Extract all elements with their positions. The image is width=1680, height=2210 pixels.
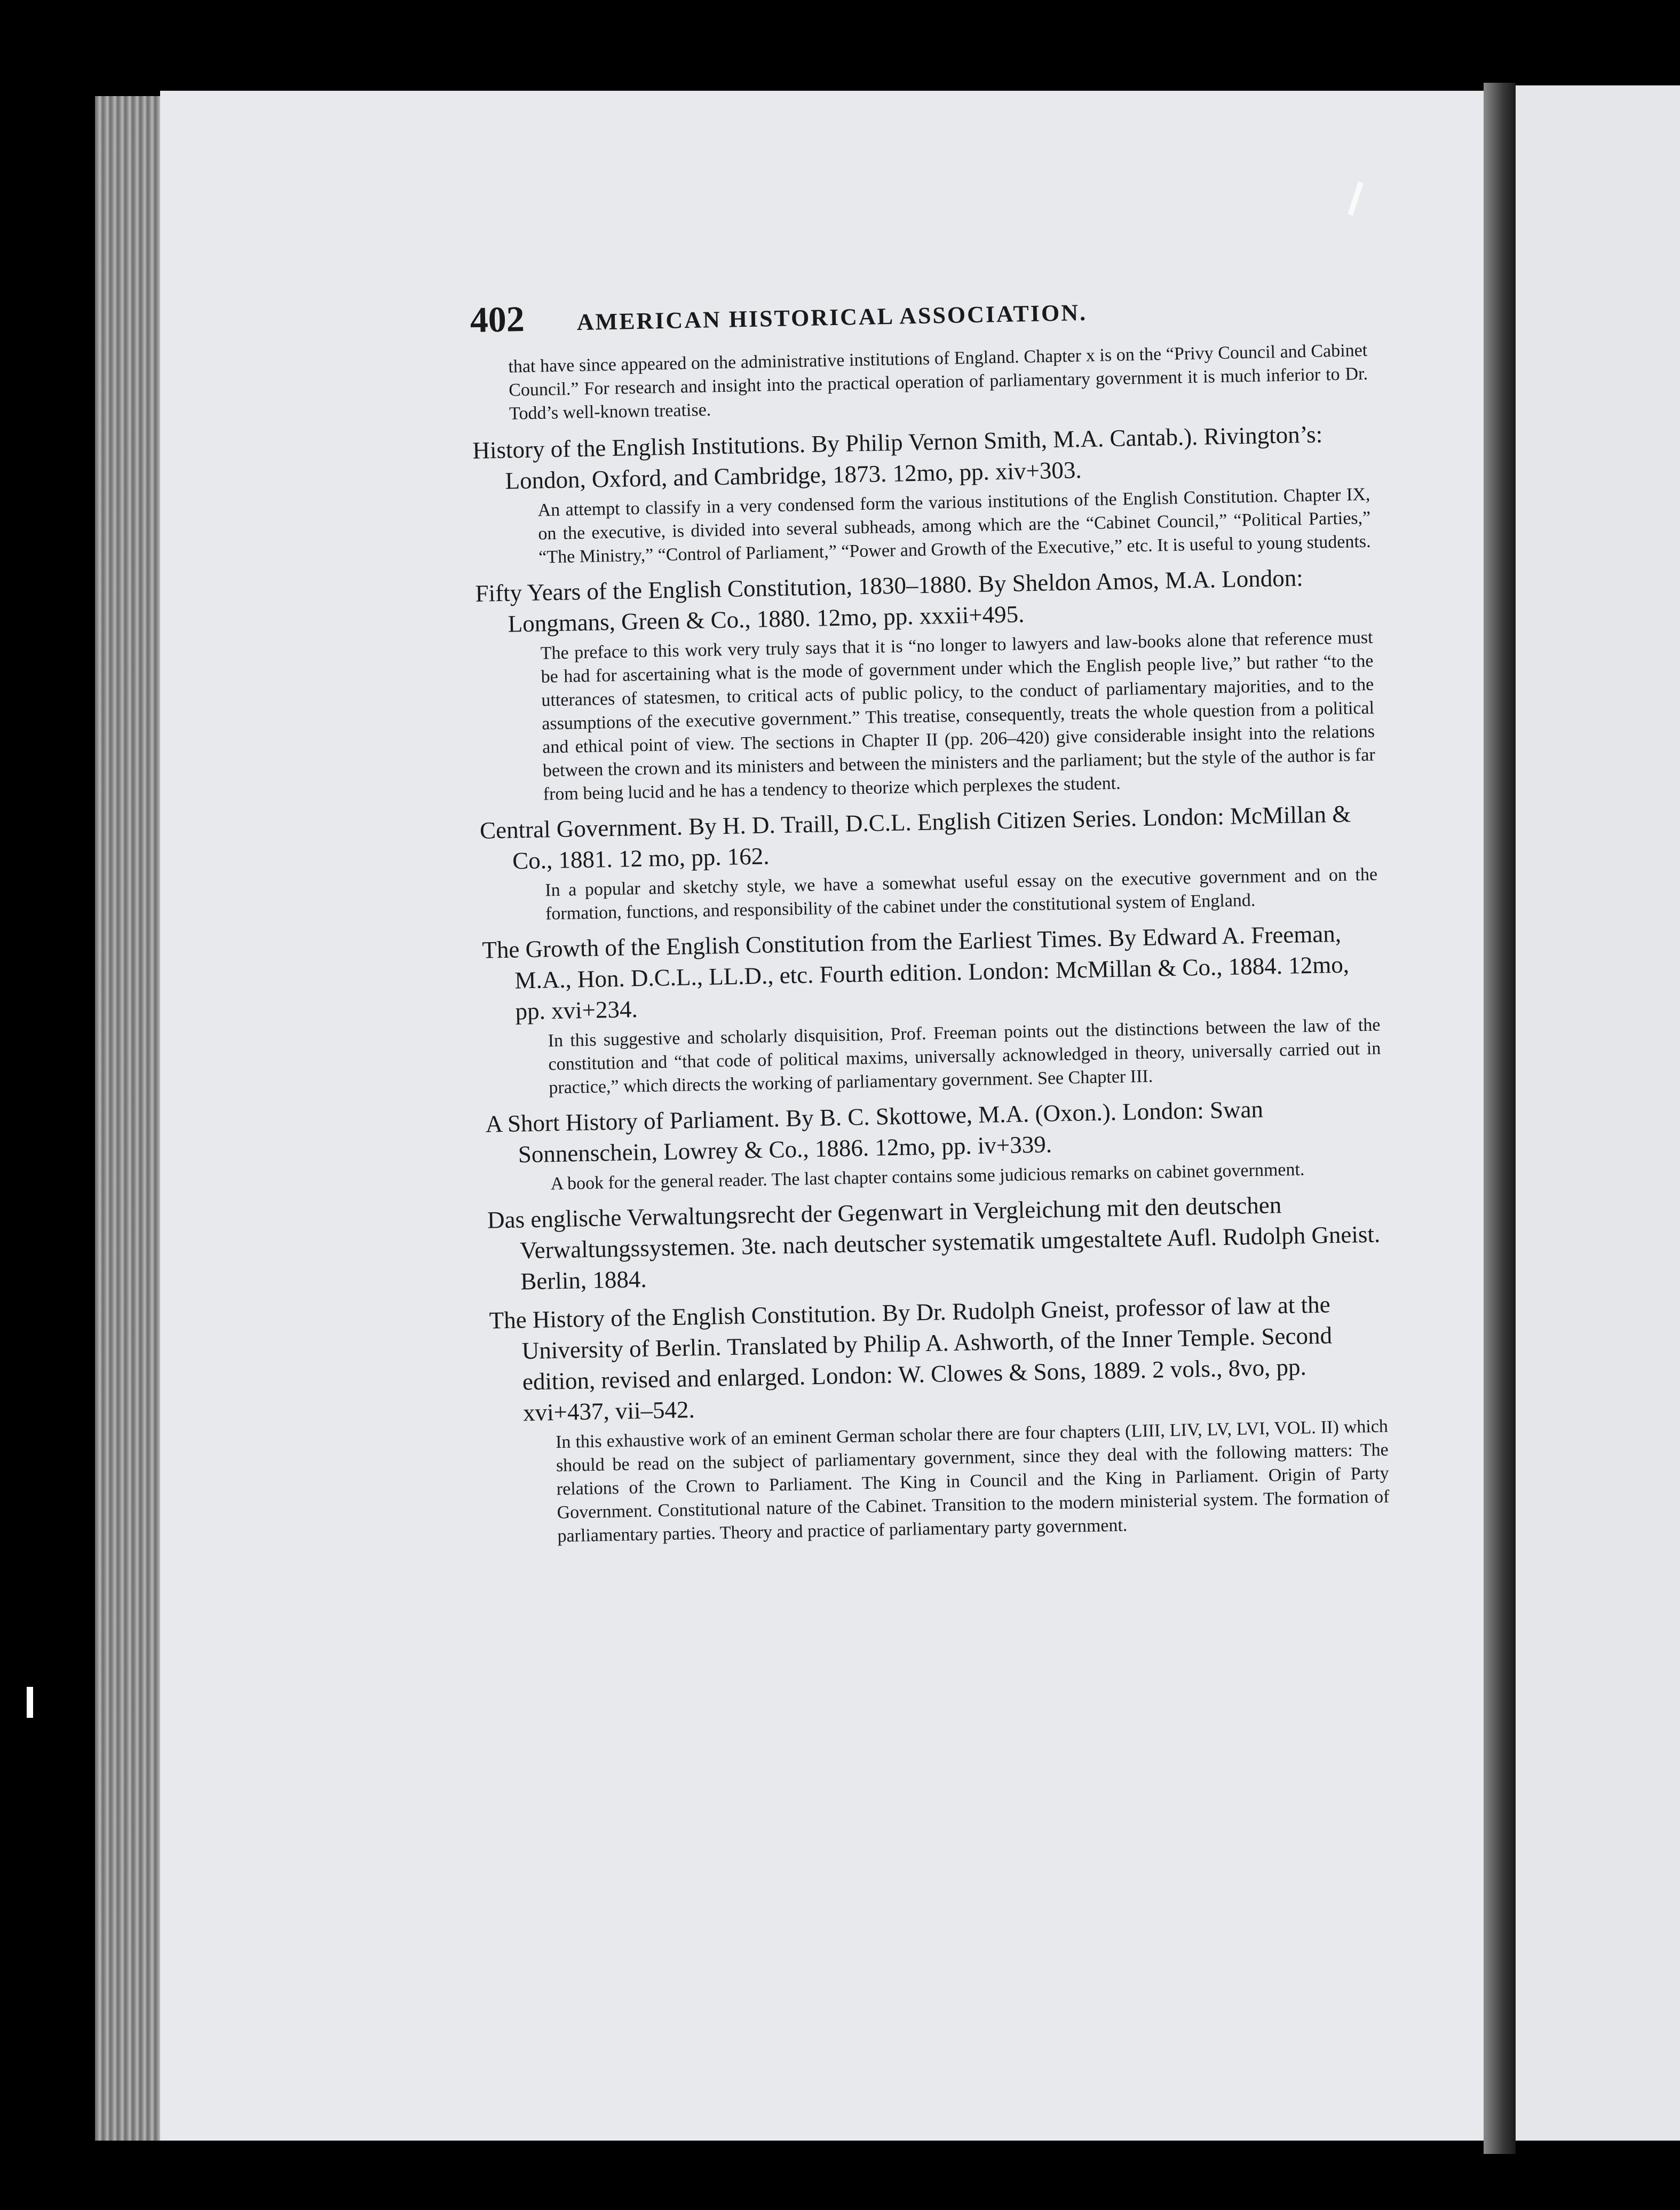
- entry-citation: Central Government. By H. D. Traill, D.C.L. English Citizen Series. London: McMillan & Co., 1881. 12 mo, pp. 162.: [479, 800, 1351, 874]
- entry-citation: The Growth of the English Constitution from the Earliest Times. By Edward A. Freeman, M.A., Hon. D.C.L., LL.D., etc. Fourth edition. London: McMillan & Co., 1884. 12mo, pp. xvi+234.: [481, 920, 1350, 1025]
- running-head-title: AMERICAN HISTORICAL ASSOCIATION.: [576, 299, 1088, 336]
- bibliography-entry: [485, 1091, 1383, 1197]
- entry-annotation: An attempt to classify in a very condensed form the various institutions of the English Constitution. Chapter IX, on the executive, is divided into several subheads, among which are the “Cabinet Council,” “Political Parties,” “The Ministry,” “Control of Parliament,” “Power and Growth of the Executive,” etc. It is useful to young students.: [537, 484, 1371, 567]
- page-number: 402: [470, 298, 525, 340]
- entry-annotation: In this exhaustive work of an eminent German scholar there are four chapters (LIII, LIV, LV, LVI, VOL. II) which should be read on the subject of parliamentary government, since they deal with the following matters: The relations of the Crown to Parliament. The King in Council and the King in Parliament. Origin of Party Government. Constitutional nature of the Cabinet. Transition to the modern ministerial system. The formation of parliamentary parties. Theory and practice of parliamentary party government.: [555, 1416, 1390, 1546]
- entry-citation: The History of the English Constitution. By Dr. Rudolph Gneist, professor of law at the University of Berlin. Translated by Philip A. Ashworth, of the Inner Temple. Second edition, revised and enlarged. London: W. Clowes & Sons, 1889. 2 vols., 8vo, pp. xvi+437, vii–542.: [489, 1291, 1333, 1426]
- entry-citation: Das englische Verwaltungsrecht der Gegenwart in Vergleichung mit den deutschen Verwaltungssystemen. 3te. nach deutscher systematik umgestaltete Aufl. Rudolph Gneist. Berlin, 1884.: [487, 1191, 1381, 1295]
- entry-annotation: A book for the general reader. The last chapter contains some judicious remarks on cabinet government.: [550, 1159, 1305, 1194]
- gutter-shadow: [1484, 83, 1516, 2154]
- bibliography-entry: [487, 1187, 1385, 1297]
- bibliography-entry: [475, 561, 1376, 808]
- entry-citation: History of the English Institutions. By Philip Vernon Smith, M.A. Cantab.). Rivington’s: London, Oxford, and Cambridge, 1873. 12mo, pp. xiv+303.: [472, 421, 1323, 494]
- bibliography-entry: [489, 1288, 1390, 1549]
- bibliography-entry: [482, 918, 1382, 1101]
- facing-page: [1516, 85, 1680, 2141]
- bibliography-list: [472, 418, 1390, 1550]
- entry-annotation: In this suggestive and scholarly disquisition, Prof. Freeman points out the distinctions between the law of the constitution and “that code of political maxims, universally acknowledged in theory, universally carried out in practice,” which directs the working of parliamentary government. See Chapter III.: [548, 1015, 1381, 1098]
- entry-annotation: The preface to this work very truly says that it is “no longer to lawyers and law-books alone that reference must be had for ascertaining what is the mode of government under which the English people live,” but rather “to the utterances of statesmen, to critical acts of public policy, to the conduct of parliamentary majorities, and to the assumptions of the executive government.” This treatise, consequently, treats the whole question from a political and ethical point of view. The sections in Chapter II (pp. 206–420) give considerable insight into the relations between the crown and its ministers and between the ministers and the parliament; but the style of the author is far from being lucid and he has a tendency to theorize which perplexes the student.: [540, 627, 1376, 804]
- entry-citation: Fifty Years of the English Constitution, 1830–1880. By Sheldon Amos, M.A. London: Longmans, Green & Co., 1880. 12mo, pp. xxxii+495.: [475, 564, 1304, 637]
- bibliography-entry: [472, 418, 1372, 571]
- entry-citation: A Short History of Parliament. By B. C. Skottowe, M.A. (Oxon.). London: Swan Sonnenschein, Lowrey & Co., 1886. 12mo, pp. iv+339.: [485, 1095, 1264, 1168]
- page-text-block: [470, 282, 1390, 1557]
- intro-continuation: that have since appeared on the administrative institutions of England. Chapter x is on the “Privy Council and Cabinet Council.” For research and insight into the practical operation of parliamentary government it is much inferior to Dr. Todd’s well-known treatise.: [508, 340, 1368, 424]
- bibliography-entry: [480, 798, 1378, 927]
- scan-artifact-edge-mark: [27, 1687, 33, 1718]
- entry-annotation: In a popular and sketchy style, we have a somewhat useful essay on the executive government and on the formation, functions, and responsibility of the cabinet under the constitutional system of England.: [544, 864, 1378, 924]
